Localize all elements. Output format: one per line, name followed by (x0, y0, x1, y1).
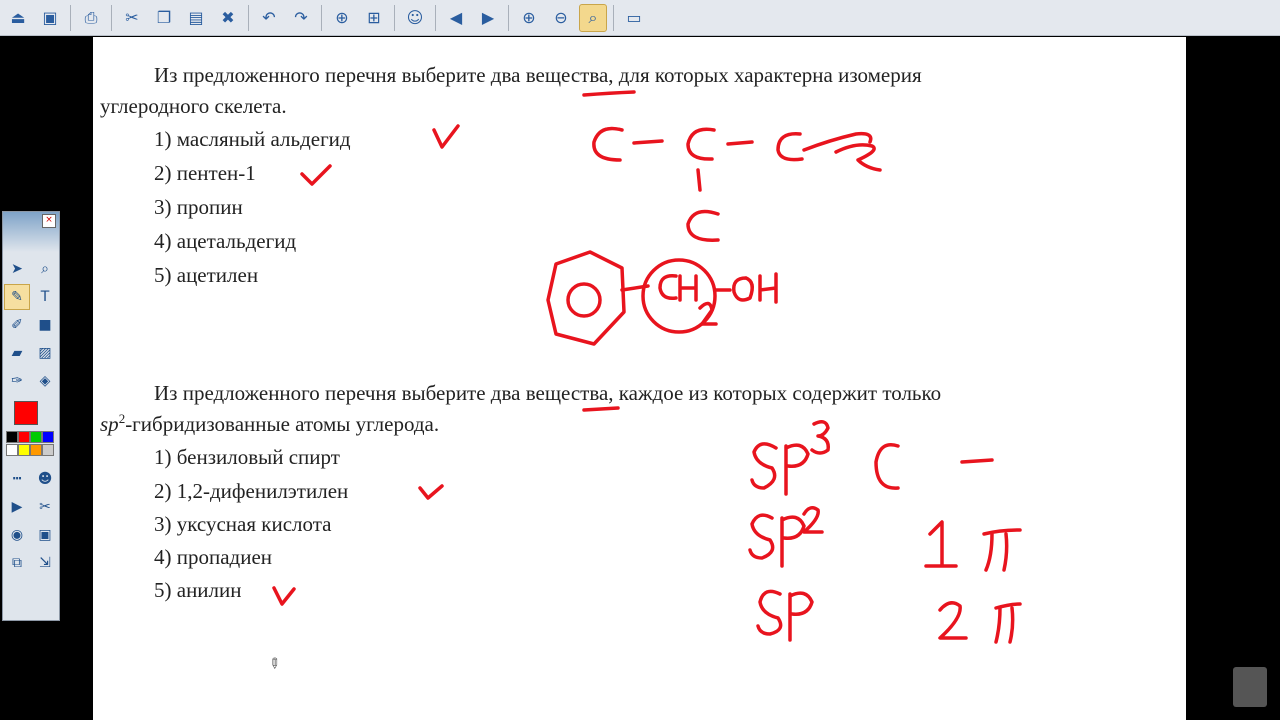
toolbar-divider (435, 5, 436, 31)
trash-icon[interactable] (1233, 667, 1267, 707)
toolbar-divider (111, 5, 112, 31)
export-icon[interactable]: ⇲ (39, 555, 51, 571)
q2-option-3: 3) уксусная кислота (154, 512, 332, 536)
q2-option-2: 2) 1,2-дифенилэтилен (154, 479, 349, 503)
swatch-red[interactable] (18, 431, 30, 443)
capture-icon[interactable]: ⧉ (12, 555, 22, 571)
tools-icon[interactable]: ✂ (39, 499, 51, 515)
save-icon[interactable]: ▣ (42, 8, 58, 27)
mouse-icon[interactable]: ◉ (10, 527, 24, 543)
new-page-icon[interactable]: ⊕ (335, 8, 349, 27)
highlighter-icon[interactable]: ✐ (11, 317, 23, 333)
close-icon[interactable]: × (42, 214, 56, 228)
copy-icon[interactable]: ❐ (156, 8, 172, 27)
palette-header (3, 212, 59, 252)
toolbar-divider (321, 5, 322, 31)
zoom-fit-icon[interactable]: ⌕ (579, 4, 607, 32)
fill-tool-icon[interactable]: ◈ (39, 373, 51, 389)
q2-option-5: 5) анилин (154, 578, 242, 602)
delete-icon[interactable]: ✖ (221, 8, 235, 27)
question1-line1: Из предложенного перечня выберите два вещества, для которых характерна изомерия (154, 63, 922, 87)
q1-option-5: 5) ацетилен (154, 263, 259, 287)
current-color-swatch[interactable] (14, 401, 38, 425)
paste-icon[interactable]: ▤ (188, 8, 204, 27)
q1-option-2: 2) пентен-1 (154, 161, 256, 185)
screen-icon[interactable]: ▣ (38, 527, 52, 543)
sp-text: sp (100, 412, 119, 436)
q1-option-3: 3) пропин (154, 195, 243, 219)
q1-option-1: 1) масляный альдегид (154, 127, 351, 151)
tools-palette (2, 211, 60, 621)
swatch-orange[interactable] (30, 444, 42, 456)
question2-line2-suffix: -гибридизованные атомы углерода. (125, 412, 440, 436)
swatch-yellow[interactable] (18, 444, 30, 456)
swatch-green[interactable] (30, 431, 42, 443)
q2-option-1: 1) бензиловый спирт (154, 445, 340, 469)
toolbar-divider (508, 5, 509, 31)
toolbar-divider (248, 5, 249, 31)
toolbar-divider (70, 5, 71, 31)
undo-icon[interactable]: ↶ (262, 8, 276, 27)
pen-icon[interactable]: ✎ (4, 284, 30, 310)
question2-line1: Из предложенного перечня выберите два вещества, каждое из которых содержит только (154, 381, 942, 405)
zoom-tool-icon[interactable]: ⌕ (41, 261, 49, 277)
swatch-blue[interactable] (42, 431, 54, 443)
image-tool-icon[interactable]: ▨ (38, 345, 52, 361)
q2-option-4: 4) пропадиен (154, 545, 273, 569)
redo-icon[interactable]: ↷ (294, 8, 308, 27)
stamp-icon[interactable]: ☻ (37, 471, 53, 487)
toolbar (0, 0, 1280, 36)
forward-icon[interactable]: ▶ (481, 8, 495, 27)
shape-tool-icon[interactable]: ■ (38, 317, 52, 333)
line-style-icon[interactable]: ┅ (12, 471, 22, 487)
sp-superscript: 2 (118, 411, 126, 426)
eraser-icon[interactable]: ▰ (11, 345, 23, 361)
open-icon[interactable]: ⏏ (10, 8, 26, 27)
text-tool-icon[interactable]: T (40, 289, 50, 305)
toolbar-divider (394, 5, 395, 31)
zoom-in-icon[interactable]: ⊕ (522, 8, 536, 27)
pen-cursor-icon: ✎ (264, 654, 284, 674)
print-icon[interactable]: ⎙ (84, 7, 98, 27)
q1-option-4: 4) ацетальдегид (154, 229, 297, 253)
color-swatches (3, 425, 59, 462)
media-icon[interactable]: ▶ (11, 499, 23, 515)
zoom-out-icon[interactable]: ⊖ (554, 8, 568, 27)
eyedropper-icon[interactable]: ✑ (11, 373, 23, 389)
swatch-black[interactable] (6, 431, 18, 443)
cut-icon[interactable]: ✂ (125, 8, 139, 27)
duplicate-page-icon[interactable]: ⊞ (367, 8, 381, 27)
question2-line2 (100, 411, 439, 437)
question1-line2: углеродного скелета. (100, 94, 287, 118)
users-icon[interactable]: ☺ (406, 8, 424, 27)
toolbar-divider (613, 5, 614, 31)
back-icon[interactable]: ◀ (449, 8, 463, 27)
display-icon[interactable]: ▭ (626, 8, 642, 27)
swatch-gray[interactable] (42, 444, 54, 456)
swatch-white[interactable] (6, 444, 18, 456)
select-arrow-icon[interactable]: ➤ (11, 261, 23, 277)
